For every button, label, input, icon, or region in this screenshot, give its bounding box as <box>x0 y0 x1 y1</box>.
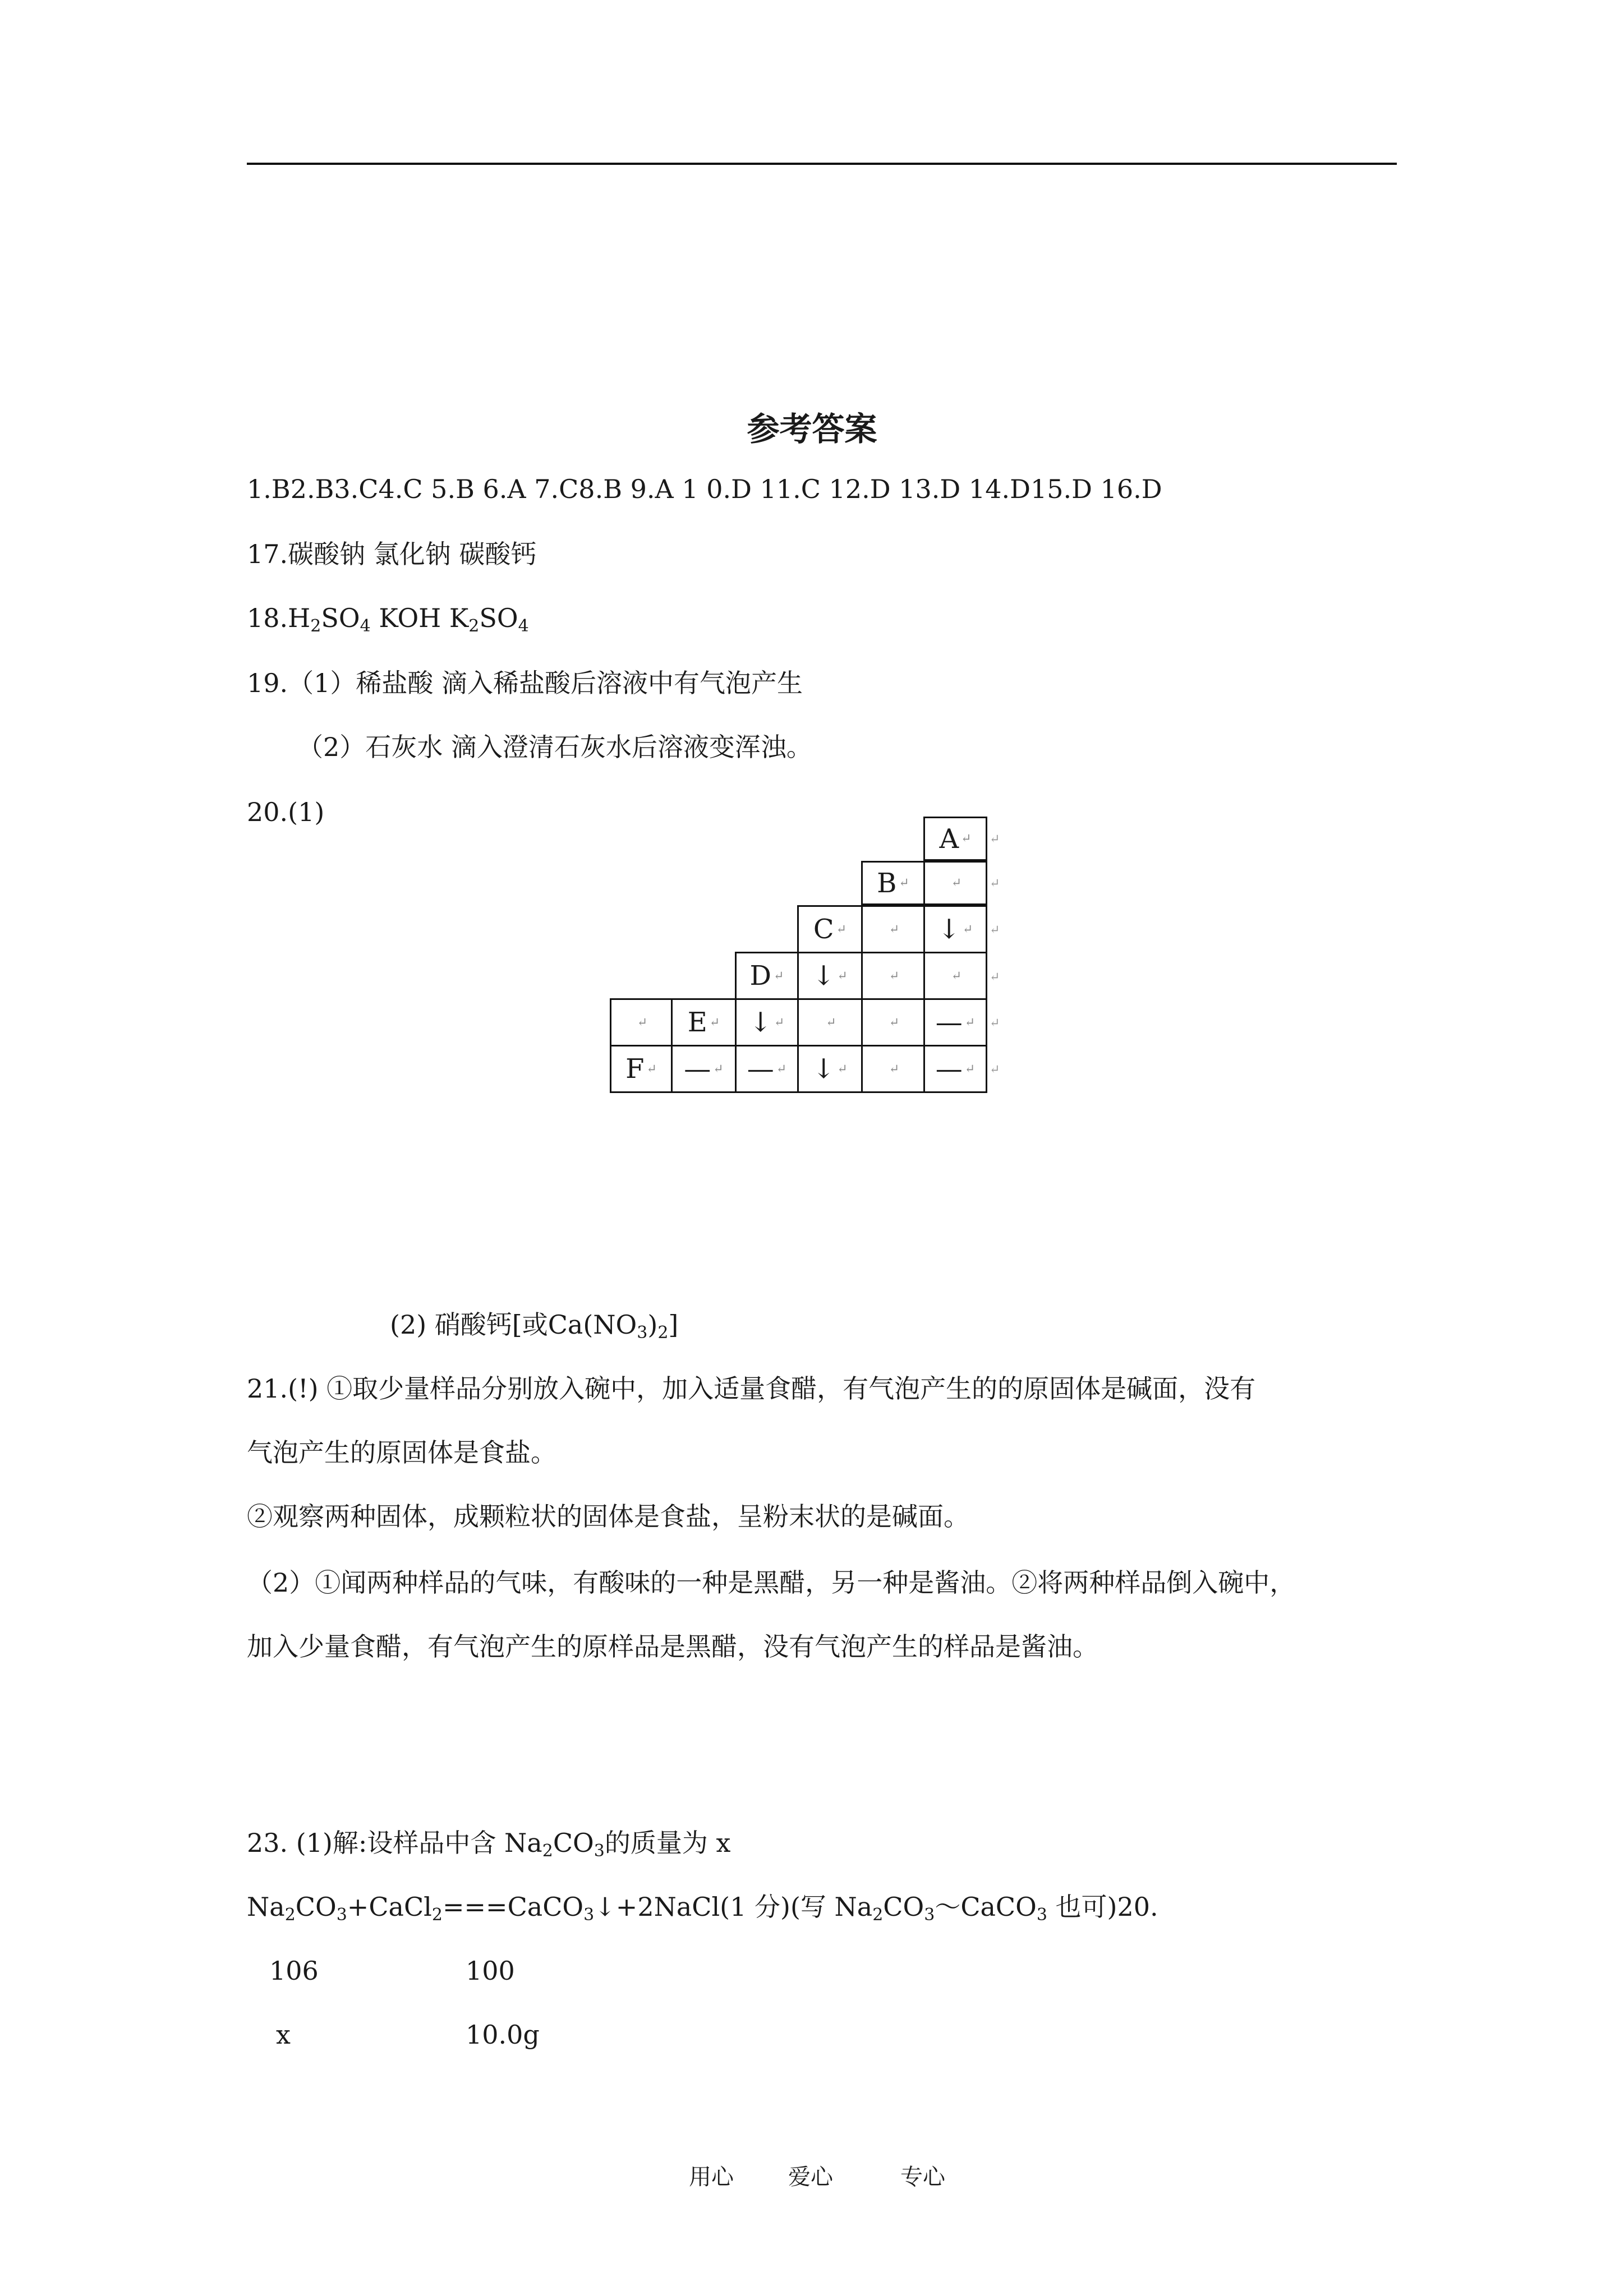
table-cell-F-D: — ↵ <box>735 1045 799 1093</box>
table-cell-D-B: ↵ <box>861 952 925 1000</box>
table-cell-F-C: ↓ ↵ <box>797 1045 863 1093</box>
table-cell-E-C: ↵ <box>797 998 863 1046</box>
page-title: 参考答案 <box>747 410 877 448</box>
answer-line-19-1: 19.（1）稀盐酸 滴入稀盐酸后溶液中有气泡产生 <box>247 668 803 698</box>
table-cell-E-A: — ↵ <box>923 998 987 1046</box>
table-cell-C: C ↵ <box>797 905 863 953</box>
table-cell-F-B: ↵ <box>861 1045 925 1093</box>
row-end-mark: ↵ <box>990 923 1000 937</box>
answer-line-17: 17.碳酸钠 氯化钠 碳酸钙 <box>247 539 537 569</box>
molar-mass-caco3: 100 <box>466 1956 515 1986</box>
table-cell-D: D ↵ <box>735 952 799 1000</box>
answer-line-21-a: 21.(!) ①取少量样品分别放入碗中，加入适量食醋，有气泡产生的的原固体是碱面，没有 <box>247 1373 1256 1404</box>
footer-text-1: 用心 <box>689 2164 734 2190</box>
table-cell-B: B ↵ <box>861 861 925 905</box>
answer-line-21-e: 加入少量食醋，有气泡产生的原样品是黑醋，没有气泡产生的样品是酱油。 <box>247 1631 1098 1662</box>
answer-line-20-2: (2) 硝酸钙[或$Ca(NO_3)_2$] <box>390 1310 679 1343</box>
table-cell-F: F ↵ <box>610 1045 673 1093</box>
row-end-mark: ↵ <box>990 970 1000 984</box>
table-cell-E-D: ↓ ↵ <box>735 998 799 1046</box>
table-cell-A: A ↵ <box>923 817 987 861</box>
table-cell-C-A: ↓ ↵ <box>923 905 987 953</box>
table-cell-E: E ↵ <box>671 998 737 1046</box>
molar-mass-na2co3: 106 <box>269 1956 319 1986</box>
footer-text-2: 爱心 <box>788 2164 833 2190</box>
answer-line-23-equation: $Na_2CO_3+CaCl_2===CaCO_3↓+2NaCl(1$ 分)(写 $Na_2CO_3\sim CaCO_3$ 也可)20. <box>247 1892 1158 1925</box>
header-rule <box>247 163 1397 165</box>
table-cell-D-A: ↵ <box>923 952 987 1000</box>
unknown-x: x <box>276 2020 291 2050</box>
row-end-mark: ↵ <box>990 832 1000 846</box>
mass-caco3: 10.0g <box>466 2020 540 2050</box>
table-cell-B-A: ↵ <box>923 861 987 905</box>
answer-line-19-2: （2）石灰水 滴入澄清石灰水后溶液变浑浊。 <box>297 732 812 762</box>
table-cell-D-C: ↓ ↵ <box>797 952 863 1000</box>
row-end-mark: ↵ <box>990 1016 1000 1030</box>
footer-text-3: 专心 <box>900 2164 945 2190</box>
answer-line-21-d: （2）①闻两种样品的气味，有酸味的一种是黑醋，另一种是酱油。②将两种样品倒入碗中， <box>247 1567 1296 1598</box>
answer-line-21-c: ②观察两种固体，成颗粒状的固体是食盐，呈粉末状的是碱面。 <box>247 1501 969 1532</box>
table-cell-C-B: ↵ <box>861 905 925 953</box>
row-end-mark: ↵ <box>990 1063 1000 1077</box>
table-cell-F-A: — ↵ <box>923 1045 987 1093</box>
answer-line-1-16: 1.B2.B3.C4.C 5.B 6.A 7.C8.B 9.A 1 0.D 11.C 12.D 13.D 14.D15.D 16.D <box>247 474 1162 504</box>
answer-line-23-a: 23. (1)解:设样品中含 $Na_2CO_3$的质量为 x <box>247 1828 731 1861</box>
answer-line-20-1: 20.(1) <box>247 797 325 827</box>
answer-line-21-b: 气泡产生的原固体是食盐。 <box>247 1437 556 1468</box>
answer-line-18: $18.H_2SO_4$ KOH $K_2SO_4$ <box>247 603 529 636</box>
row-end-mark: ↵ <box>990 877 1000 891</box>
table-cell-F-E: — ↵ <box>671 1045 737 1093</box>
table-cell-E-blank: ↵ <box>610 998 673 1046</box>
table-cell-E-B: ↵ <box>861 998 925 1046</box>
